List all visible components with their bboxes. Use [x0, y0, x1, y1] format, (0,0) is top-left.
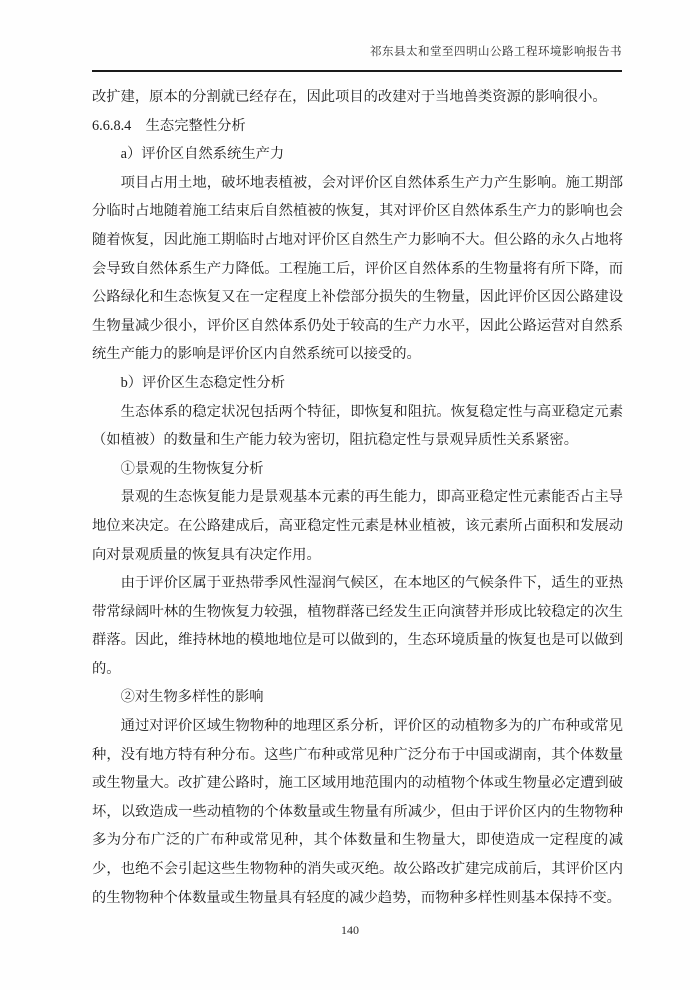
section-heading: 6.6.8.4 生态完整性分析: [92, 117, 246, 134]
paragraph: 通过对评价区域生物物种的地理区系分析，评价区的动植物多为的广布种或常见种，没有地方特有种分布。这些广布种或常见种广泛分布于中国或湖南，其个体数量或生物量大。改扩建公路时，施工区域用地范围内的动植物个体或生物量必定遭到破坏，以致造成一些动植物的个体数量或生物量有所减少，但由于评价区内的生物物种多为分布广泛的广布种或常见种，其个体数量和生物量大，即使造成一定程度的减少，也绝不会引起这些生物物种的消失或灭绝。故公路改扩建完成前后，其评价区内的生物物种个体数量或生物量具有轻度的减少趋势，而物种多样性则基本保持不变。: [92, 718, 623, 906]
subsection-heading-a: a）评价区自然系统生产力: [120, 146, 285, 163]
paragraph-continuation: 改扩建，原本的分割就已经存在，因此项目的改建对于当地兽类资源的影响很小。: [92, 89, 607, 105]
subsection-heading-1: ①景观的生物恢复分析: [120, 460, 264, 477]
header-title: 祁东县太和堂至四明山公路工程环境影响报告书: [370, 46, 622, 58]
paragraph: 由于评价区属于亚热带季风性湿润气候区，在本地区的气候条件下，适生的亚热带常绿阔叶林的生物恢复力较强，植物群落已经发生正向演替并形成比较稳定的次生群落。因此，维持林地的模地地位是可以做到的，生态环境质量的恢复也是可以做到的。: [92, 575, 623, 677]
page-body: [92, 83, 623, 912]
running-header: [92, 44, 622, 72]
subsection-heading-2: ②对生物多样性的影响: [120, 689, 264, 706]
subsection-heading-b: b）评价区生态稳定性分析: [120, 374, 286, 391]
paragraph: 景观的生态恢复能力是景观基本元素的再生能力，即高亚稳定性元素能否占主导地位来决定。在公路建成后，高亚稳定性元素是林业植被，该元素所占面积和发展动向对景观质量的恢复具有决定作用。: [92, 489, 623, 563]
page-number: 140: [341, 923, 359, 937]
paragraph: 项目占用土地，破坏地表植被，会对评价区自然体系生产力产生影响。施工期部分临时占地随着施工结束后自然植被的恢复，其对评价区自然体系生产力的影响也会随着恢复，因此施工期临时占地对评价区自然生产力影响不大。但公路的永久占地将会导致自然体系生产力降低。工程施工后，评价区自然体系的生物量将有所下降，而公路绿化和生态恢复又在一定程度上补偿部分损失的生物量，因此评价区因公路建设生物量减少很小，评价区自然体系仍处于较高的生产力水平，因此公路运营对自然系统生产能力的影响是评价区内自然系统可以接受的。: [92, 174, 623, 363]
paragraph: 生态体系的稳定状况包括两个特征，即恢复和阻抗。恢复稳定性与高亚稳定元素（如植被）的数量和生产能力较为密切，阻抗稳定性与景观异质性关系紧密。: [92, 403, 623, 449]
